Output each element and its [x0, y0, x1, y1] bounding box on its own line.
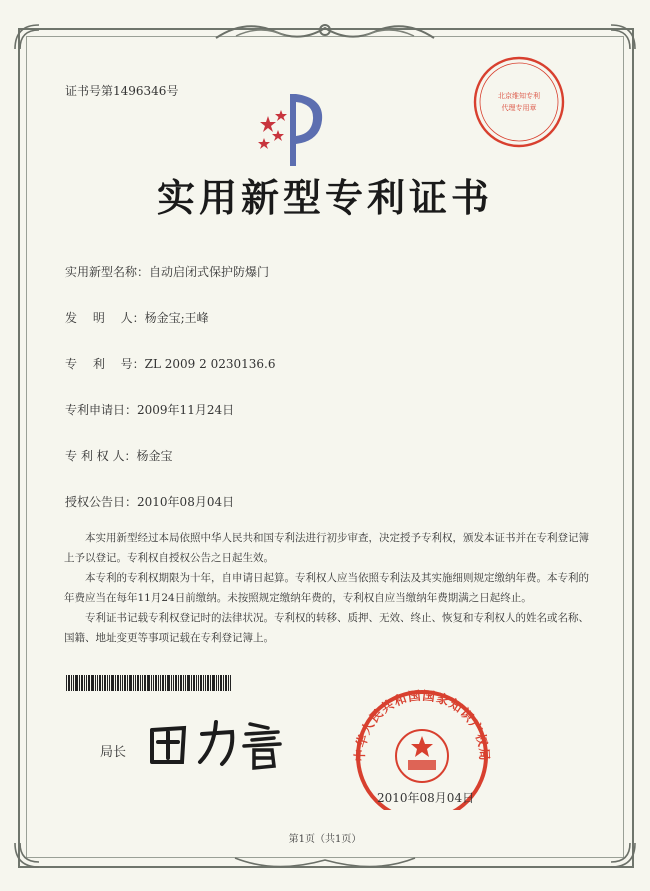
top-ornament [206, 18, 444, 44]
field-application-date [65, 401, 234, 418]
field-value: ZL 2009 2 0230136.6 [144, 357, 276, 371]
svg-text:北京维知专利: 北京维知专利 [498, 92, 540, 100]
field-label: 专 利 权 人： [65, 449, 137, 463]
barcode [66, 675, 276, 691]
corner-ornament-tr [608, 22, 638, 52]
corner-ornament-tl [12, 22, 42, 52]
field-label: 发 明 人： [65, 311, 145, 325]
bottom-ornament [230, 852, 420, 874]
field-patentee [65, 447, 172, 464]
field-value: 杨金宝;王峰 [144, 311, 209, 325]
field-label: 专利申请日： [65, 403, 138, 417]
svg-text:代理专用章: 代理专用章 [501, 104, 537, 112]
page-title: 实用新型专利证书 [156, 176, 493, 220]
field-patent-number [65, 355, 275, 372]
seal-date: 2010年08月04日 [377, 791, 475, 805]
certificate-body [64, 528, 589, 648]
page-footer: 第1页（共1页） [288, 834, 362, 845]
field-value: 2010年08月04日 [137, 495, 235, 509]
field-grant-date [65, 493, 234, 510]
paragraph-term: 本专利的专利权期限为十年，自申请日起算。专利权人应当依照专利法及其实施细则规定缴纳年费。本专利的年费应当在每年11月24日前缴纳。未按照规定缴纳年费的，专利权自应当缴纳年费期满之日起终止。 [64, 572, 589, 604]
field-value: 自动启闭式保护防爆门 [149, 265, 270, 279]
field-value: 2009年11月24日 [137, 403, 235, 417]
field-value: 杨金宝 [136, 449, 173, 463]
field-label: 专 利 号： [65, 357, 145, 371]
field-label: 实用新型名称： [65, 265, 150, 279]
director-signature [140, 712, 320, 772]
patent-office-logo [254, 86, 334, 166]
paragraph-legal-status: 专利证书记载专利权登记时的法律状况。专利权的转移、质押、无效、终止、恢复和专利权人的姓名或名称、国籍、地址变更等事项记载在专利登记簿上。 [64, 612, 589, 644]
field-inventor [65, 309, 209, 326]
agency-seal-stamp [471, 54, 567, 150]
paragraph-grant: 本实用新型经过本局依照中华人民共和国专利法进行初步审查，决定授予专利权，颁发本证书并在专利登记簿上予以登记。专利权自授权公告之日起生效。 [64, 532, 589, 564]
director-label: 局长 [100, 745, 127, 760]
certificate-number: 证书号第1496346号 [65, 84, 179, 98]
field-utility-model-name [65, 263, 269, 280]
field-label: 授权公告日： [65, 495, 138, 509]
svg-text:中华人民共和国国家知识产权局: 中华人民共和国国家知识产权局 [351, 687, 493, 762]
